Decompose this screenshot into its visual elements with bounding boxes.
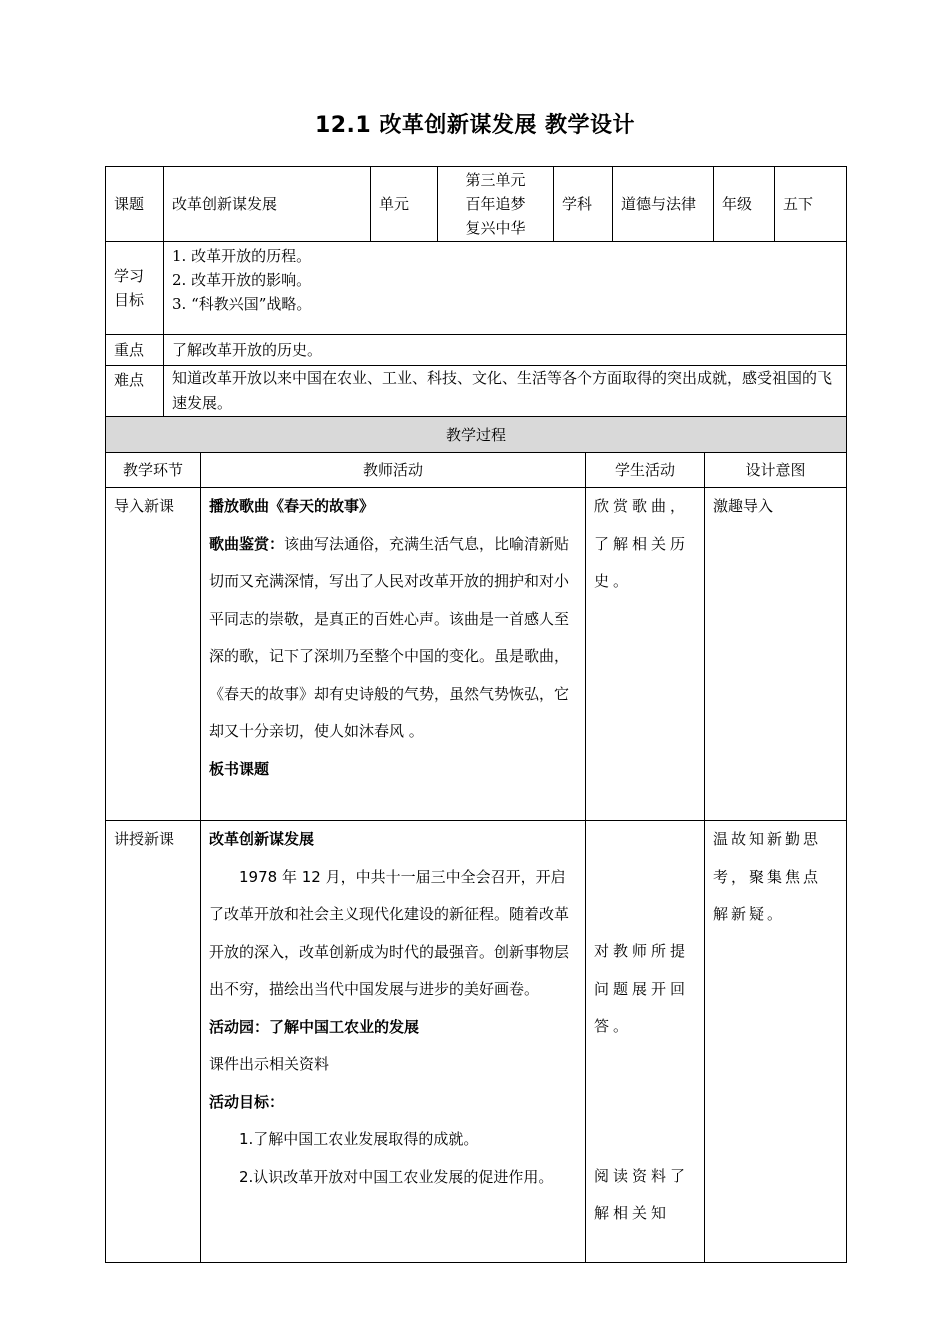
resource-line: 课件出示相关资料 — [209, 1055, 330, 1073]
song-appreciation-label: 歌曲鉴赏： — [209, 534, 285, 553]
student-answer: 对教师所提问题展开回答。 — [594, 942, 690, 1035]
goal-label-line-2: 目标 — [114, 291, 145, 309]
key-label: 重点 — [106, 335, 164, 366]
lesson-paragraph: 1978 年 12 月，中共十一届三中全会召开，开启了改革开放和社会主义现代化建设的新征程。随着改革开放的深入，改革创新成为时代的最强音。创新事物层出不穷，描绘出当代中国发展与进步的美好画卷。 — [209, 867, 570, 998]
unit-label: 单元 — [371, 167, 438, 242]
design-intent-intro: 激趣导入 — [705, 488, 847, 821]
grade-value: 五下 — [775, 167, 847, 242]
info-row-key — [106, 335, 847, 366]
goal-item: 2. 改革开放的影响。 — [172, 271, 312, 289]
difficulty-label: 难点 — [106, 366, 164, 417]
student-activity-new — [586, 821, 705, 1263]
process-header: 教学过程 — [106, 417, 847, 453]
info-row-goals — [106, 242, 847, 335]
process-columns-row — [106, 453, 847, 488]
activity-goal-heading: 活动目标： — [209, 1092, 285, 1111]
lesson-heading: 改革创新谋发展 — [209, 830, 315, 848]
activity-goal-1: 1.了解中国工农业发展取得的成就。 — [239, 1130, 479, 1148]
song-appreciation — [209, 526, 577, 751]
board-title: 板书课题 — [209, 759, 270, 778]
col-teacher: 教师活动 — [201, 453, 586, 488]
difficulty-value: 知道改革开放以来中国在农业、工业、科技、文化、生活等各个方面取得的突出成就，感受祖国的飞速发展。 — [164, 366, 847, 417]
lesson-info-table — [105, 166, 847, 417]
unit-line-3: 复兴中华 — [465, 219, 526, 237]
activity-goal-2: 2.认识改革开放对中国工农业发展的促进作用。 — [239, 1167, 554, 1186]
unit-value — [438, 167, 554, 242]
subject-label: 学科 — [554, 167, 613, 242]
subject-value: 道德与法律 — [613, 167, 714, 242]
document-title: 12.1 改革创新谋发展 教学设计 — [314, 113, 636, 138]
stage-intro: 导入新课 — [106, 488, 201, 821]
topic-label: 课题 — [106, 167, 164, 242]
process-row-new — [106, 821, 847, 1263]
grade-label: 年级 — [714, 167, 775, 242]
info-row-difficulty — [106, 366, 847, 417]
info-row-topic — [106, 167, 847, 242]
stage-new: 讲授新课 — [106, 821, 201, 1263]
song-appreciation-body: 该曲写法通俗，充满生活气息，比喻清新贴切而又充满深情，写出了人民对改革开放的拥护和对小平同志的崇敬，是真正的百姓心声。该曲是一首感人至深的歌，记下了深圳乃至整个中国的变化。虽是歌曲，《春天的故事》却有史诗般的气势，虽然气势恢弘，它却又十分亲切，使人如沐春风 。 — [209, 534, 570, 740]
col-design: 设计意图 — [705, 453, 847, 488]
activity-heading: 活动园：了解中国工农业的发展 — [209, 1017, 420, 1036]
teacher-activity-new — [201, 821, 586, 1263]
col-stage: 教学环节 — [106, 453, 201, 488]
teaching-process-table — [105, 416, 847, 1263]
unit-line-1: 第三单元 — [465, 171, 526, 189]
unit-line-2: 百年追梦 — [465, 195, 526, 213]
col-student: 学生活动 — [586, 453, 705, 488]
topic-value: 改革创新谋发展 — [164, 167, 371, 242]
student-read: 阅读资料了解相关知 — [594, 1166, 690, 1222]
goal-item: 1. 改革开放的历程。 — [172, 247, 312, 265]
process-row-intro — [106, 488, 847, 821]
process-header-row — [106, 417, 847, 453]
teacher-activity-intro — [201, 488, 586, 821]
design-intent-new: 温故知新勤思考，聚集焦点解新疑。 — [705, 821, 847, 1263]
goal-label-line-1: 学习 — [114, 267, 145, 285]
goal-list — [164, 242, 847, 335]
goal-item: 3. “科教兴国”战略。 — [172, 295, 312, 313]
student-activity-intro: 欣赏歌曲，了解相关历史。 — [586, 488, 705, 821]
goal-label — [106, 242, 164, 335]
key-value: 了解改革开放的历史。 — [164, 335, 847, 366]
song-heading: 播放歌曲《春天的故事》 — [209, 497, 375, 515]
